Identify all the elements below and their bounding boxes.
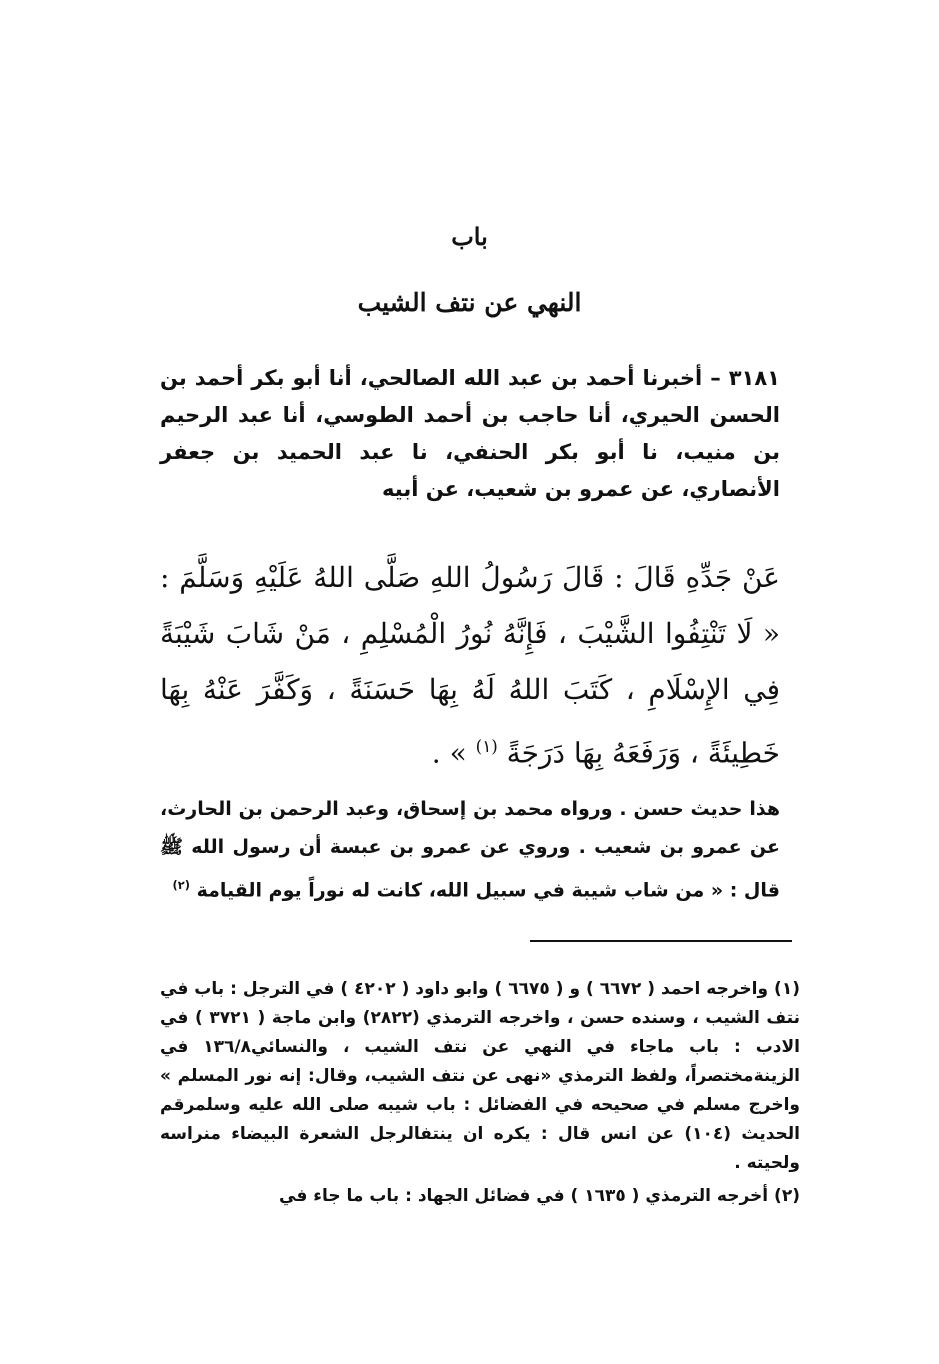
footnote-ref-1: (١) bbox=[475, 736, 498, 756]
footnote-1: (١) واخرجه احمد ( ٦٦٧٢ ) و ( ٦٦٧٥ ) وابو داود ( ٤٢٠٢ ) في الترجل : باب في نتف الشيب ، وسنده حسن ، واخرجه الترمذي (٢٨٢٢) وابن ماجة ( ٣٧٢١ ) في الادب : باب ماجاء في النهي عن نتف الشيب ، والنسائي١٣٦/٨ في الزينةمختصراً، ولفظ الترمذي «نهى عن نتف الشيب، وقال: إنه نور المسلم » واخرج مسلم في صحيحه في الفضائل : باب شيبه صلى الله عليه وسلمرقم الحديث (١٠٤) عن انس قال : يكره ان ينتفالرجل الشعرة البيضاء منراسه ولحيته . bbox=[160, 979, 800, 1173]
hadith-number: ٣١٨١ bbox=[728, 366, 780, 390]
chapter-title: النهي عن نتف الشيب bbox=[357, 288, 582, 317]
commentary-text: هذا حديث حسن . ورواه محمد بن إسحاق، وعبد الرحمن بن الحارث، عن عمرو بن شعيب . وروي عن عمرو بن عبسة أن رسول الله ﷺ قال : « من شاب شيبة في سبيل الله، كانت له نوراً يوم القيامة bbox=[160, 798, 780, 902]
footnote-divider bbox=[530, 940, 792, 942]
hadith-closing: » . bbox=[431, 736, 467, 770]
section-label: باب bbox=[451, 222, 488, 251]
footnote-ref-2: (٢) bbox=[172, 878, 190, 892]
isnad-text: – أخبرنا أحمد بن عبد الله الصالحي، أنا أبو بكر أحمد بن الحسن الحيري، أنا حاجب بن أحمد الطوسي، أنا عبد الرحيم بن منيب، نا أبو بكر الحنفي، نا عبد الحميد بن جعفر الأنصاري، عن عمرو بن شعيب، عن أبيه bbox=[160, 366, 780, 501]
hadith-text: عَنْ جَدِّهِ قَالَ : قَالَ رَسُولُ اللهِ صَلَّى اللهُ عَلَيْهِ وَسَلَّمَ : « لَا تَنْتِفُوا الشَّيْبَ ، فَإِنَّهُ نُورُ الْمُسْلِمِ ، مَنْ شَابَ شَيْبَةً فِي الإِسْلَامِ ، كَتَبَ اللهُ لَهُ بِهَا حَسَنَةً ، وَكَفَّرَ عَنْهُ بِهَا خَطِيئَةً ، وَرَفَعَهُ بِهَا دَرَجَةً bbox=[160, 561, 780, 770]
commentary-paragraph bbox=[160, 790, 780, 909]
footnote-2: (٢) أخرجه الترمذي ( ١٦٣٥ ) في فضائل الجهاد : باب ما جاء في bbox=[279, 1186, 800, 1206]
hadith-text-block bbox=[160, 550, 780, 781]
footnotes bbox=[160, 975, 800, 1215]
isnad-paragraph bbox=[160, 360, 780, 508]
